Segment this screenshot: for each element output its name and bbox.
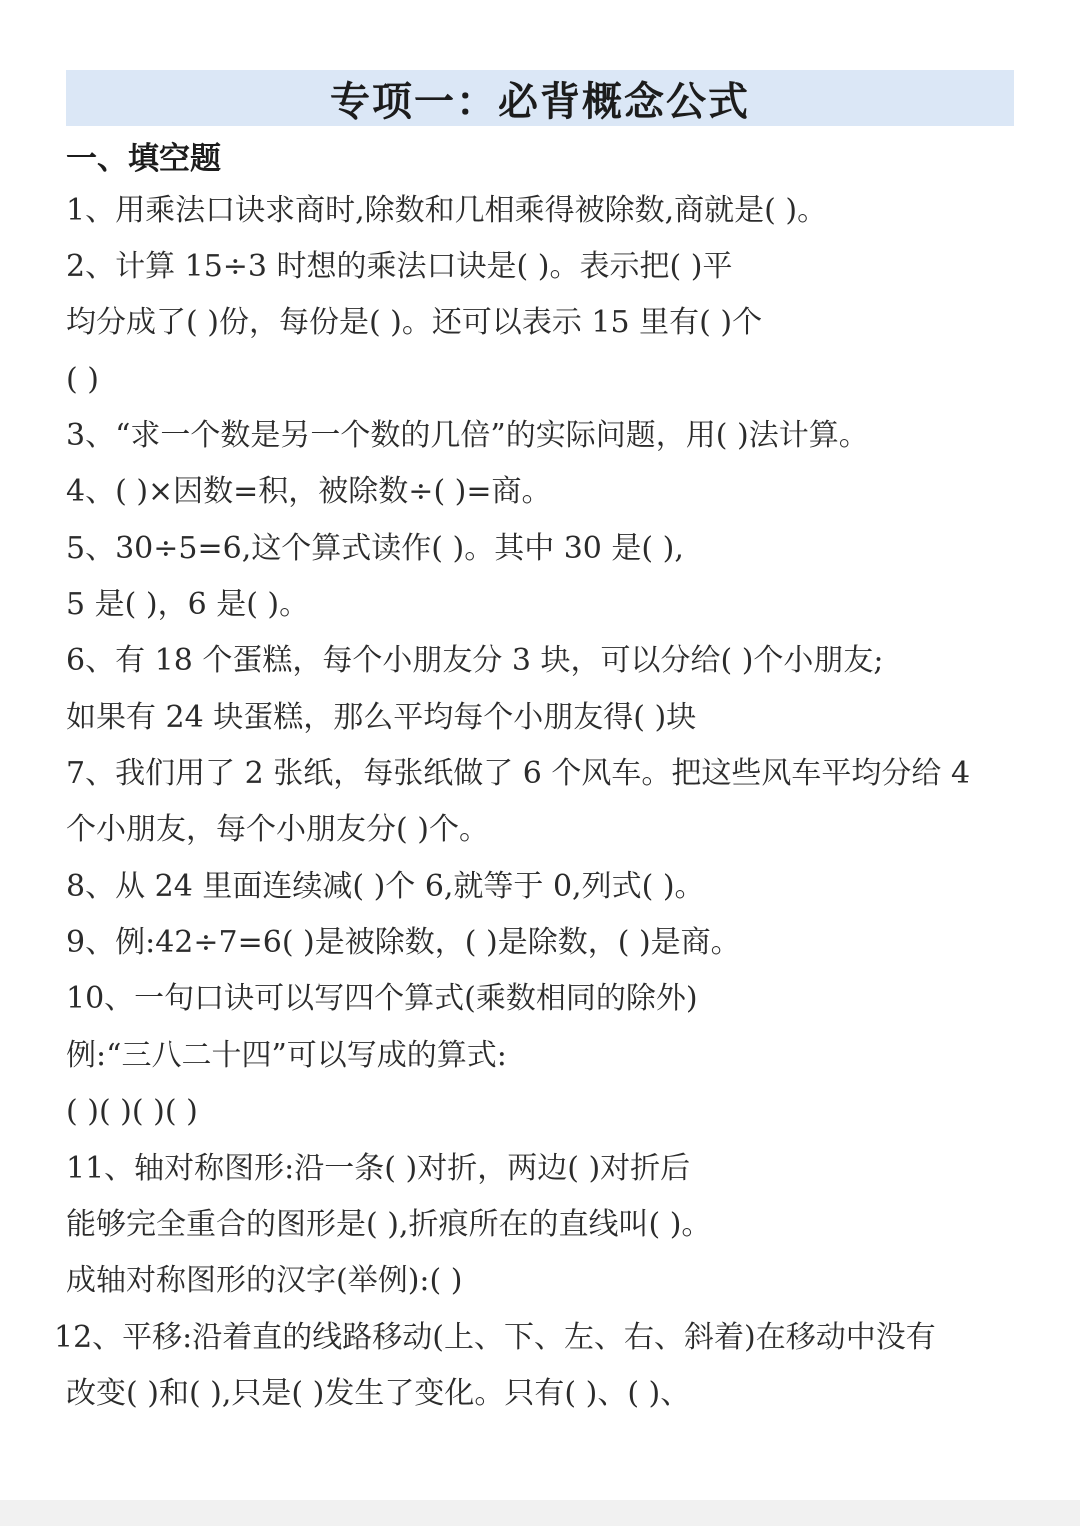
question-line: 2、计算 15÷3 时想的乘法口诀是( )。表示把( )平 <box>66 249 733 284</box>
question-line: ( )( )( )( ) <box>66 1094 198 1129</box>
question-line: 5、30÷5=6,这个算式读作( )。其中 30 是( ), <box>66 531 684 566</box>
page-title: 专项一：必背概念公式 <box>330 78 750 125</box>
question-line: 均分成了( )份，每份是( )。还可以表示 15 里有( )个 <box>66 305 763 340</box>
question-line: ( ) <box>66 362 99 397</box>
bottom-divider <box>0 1500 1080 1526</box>
question-line: 个小朋友，每个小朋友分( )个。 <box>66 812 489 847</box>
question-line: 12、平移:沿着直的线路移动(上、下、左、右、斜着)在移动中没有 <box>54 1320 936 1355</box>
question-line: 8、从 24 里面连续减( )个 6,就等于 0,列式( )。 <box>66 869 705 904</box>
question-line: 11、轴对称图形:沿一条( )对折，两边( )对折后 <box>66 1151 691 1186</box>
question-line: 7、我们用了 2 张纸，每张纸做了 6 个风车。把这些风车平均分给 4 <box>66 756 971 791</box>
question-line: 能够完全重合的图形是( ),折痕所在的直线叫( )。 <box>66 1207 712 1242</box>
question-line: 1、用乘法口诀求商时,除数和几相乘得被除数,商就是( )。 <box>66 193 828 228</box>
question-line: 例:“三八二十四”可以写成的算式: <box>66 1038 507 1073</box>
question-line: 4、( )×因数=积，被除数÷( )=商。 <box>66 474 552 509</box>
question-line: 成轴对称图形的汉字(举例):( ) <box>66 1263 463 1298</box>
question-line: 6、有 18 个蛋糕，每个小朋友分 3 块，可以分给( )个小朋友; <box>66 643 884 678</box>
title-banner <box>66 70 1014 126</box>
question-line: 10、一句口诀可以写四个算式(乘数相同的除外) <box>66 981 698 1016</box>
question-line: 3、“求一个数是另一个数的几倍”的实际问题，用( )法计算。 <box>66 418 869 453</box>
question-line: 如果有 24 块蛋糕，那么平均每个小朋友得( )块 <box>66 700 697 735</box>
question-line: 9、例:42÷7=6( )是被除数，( )是除数，( )是商。 <box>66 925 741 960</box>
question-line: 5 是( )，6 是( )。 <box>66 587 310 622</box>
question-line: 改变( )和( ),只是( )发生了变化。只有( )、( )、 <box>66 1376 691 1411</box>
section-heading: 一、填空题 <box>66 141 221 177</box>
